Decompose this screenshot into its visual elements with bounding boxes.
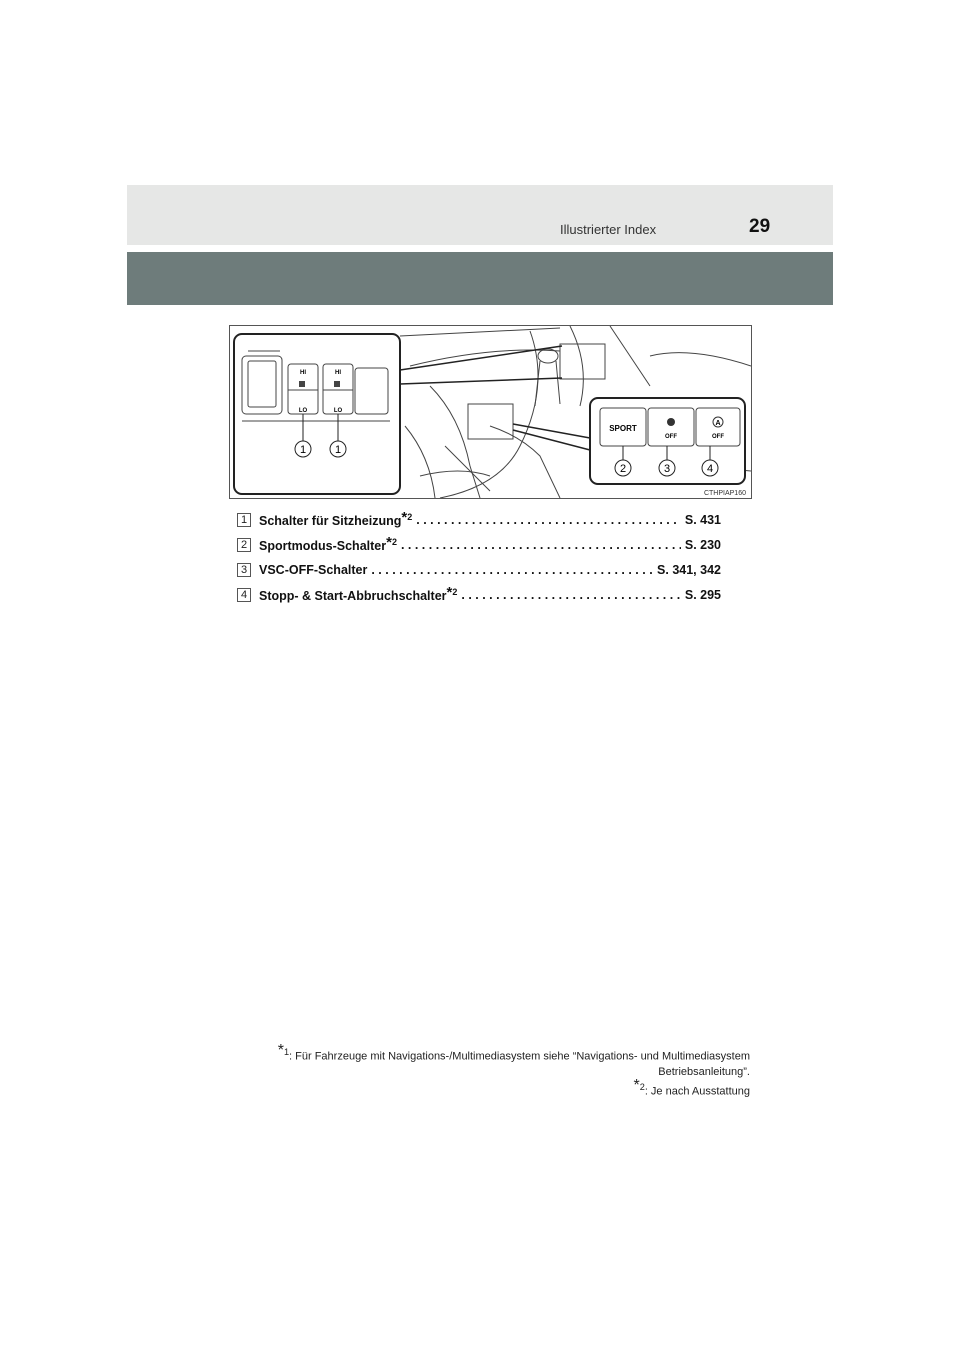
page-reference[interactable]: S. 341, 342 — [657, 563, 721, 577]
callout-2-label: 2 — [619, 463, 627, 475]
vsc-off-label: OFF — [665, 434, 677, 440]
item-label: VSC-OFF-Schalter — [259, 563, 368, 577]
list-item — [237, 583, 721, 607]
stop-start-off-label: OFF — [712, 434, 724, 440]
footnote-1: *$^1$: Für Fahrzeuge mit Navigations-/Multimediasystem siehe “Navigations- und Multimediasystem — [277, 1042, 750, 1063]
item-label: Sportmodus-Schalter*$^2$ — [259, 533, 397, 553]
list-item — [237, 533, 721, 557]
item-label: Stopp- & Start-Abbruchschalter*$^2$ — [259, 583, 458, 603]
seat-heater-lo-right: LO — [333, 408, 343, 414]
footnote-star-icon: * — [633, 1076, 640, 1094]
leader-dots — [401, 538, 681, 552]
page-reference[interactable]: S. 295 — [684, 588, 721, 602]
leader-dots — [461, 588, 680, 602]
footnotes — [229, 1042, 750, 1099]
footnote-ref: 2 — [452, 586, 458, 597]
section-band — [127, 252, 833, 305]
vsc-car-icon — [667, 418, 675, 426]
footnote-star-icon: * — [446, 583, 453, 601]
item-number-badge: 2 — [237, 538, 251, 552]
page-reference[interactable]: S. 230 — [684, 538, 721, 552]
item-number-badge: 1 — [237, 513, 251, 527]
page-header — [127, 185, 833, 245]
item-number-badge: 3 — [237, 563, 251, 577]
stop-start-a-label: A — [715, 420, 721, 427]
seat-heater-lo-left: LO — [298, 408, 308, 414]
page-number: 29 — [749, 216, 771, 237]
footnote-1-continued: Betriebsanleitung”. — [658, 1065, 750, 1078]
console-illustration — [229, 325, 752, 499]
callout-3-label: 3 — [663, 463, 671, 475]
footnote-ref: 2 — [407, 511, 413, 522]
callout-1a-label: 1 — [299, 444, 307, 456]
seat-heater-hi-right: HI — [335, 370, 341, 376]
item-number-badge: 4 — [237, 588, 251, 602]
footnote-star-icon: * — [277, 1042, 284, 1059]
footnote-ref: 2 — [391, 536, 397, 547]
item-label: Schalter für Sitzheizung*$^2$ — [259, 508, 413, 528]
section-title: Illustrierter Index — [560, 222, 657, 237]
footnote-2: *$^2$: Je nach Ausstattung — [633, 1076, 750, 1098]
list-item — [237, 558, 721, 582]
sport-switch-label: SPORT — [609, 424, 637, 433]
list-item — [237, 508, 721, 532]
callout-4-label: 4 — [706, 463, 714, 475]
page-reference[interactable]: S. 431 — [684, 513, 721, 527]
figure-code: CTHPIAP160 — [703, 490, 746, 497]
console-drawing — [230, 326, 751, 498]
index-list — [237, 508, 721, 608]
footnote-star-icon: * — [401, 508, 408, 526]
callout-1b-label: 1 — [334, 444, 342, 456]
seat-heater-hi-left: HI — [300, 370, 306, 376]
leader-dots — [416, 513, 681, 527]
leader-dots — [371, 563, 653, 577]
footnote-star-icon: * — [386, 533, 392, 551]
